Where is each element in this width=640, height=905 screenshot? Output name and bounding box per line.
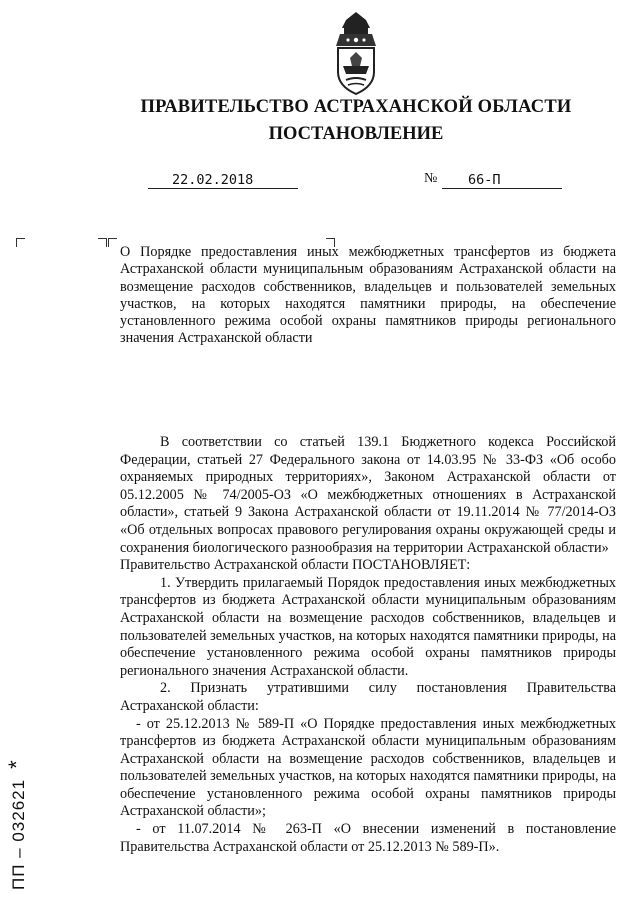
- repealed-item-2: - от 11.07.2014 № 263-П «О внесении изменений в постановление Правительства Астраханской области от 25.12.2013 № 589-П».: [120, 821, 616, 855]
- organization-title: ПРАВИТЕЛЬСТВО АСТРАХАНСКОЙ ОБЛАСТИ: [140, 97, 572, 117]
- resolution-statement: Правительство Астраханской области ПОСТАНОВЛЯЕТ:: [120, 557, 471, 574]
- corner-mark-subject-left: [98, 238, 107, 247]
- corner-mark-subject-left-2: [108, 238, 117, 247]
- registration-code-text: ПП – 032621: [9, 778, 28, 890]
- coat-of-arms-icon: [326, 12, 386, 96]
- corner-mark-left: [16, 238, 25, 247]
- document-type-title: ПОСТАНОВЛЕНИЕ: [268, 124, 444, 144]
- asterisk-mark: *: [4, 759, 29, 769]
- document-subject: О Порядке предоставления иных межбюджетных трансфертов из бюджета Астраханской области муниципальным образованиям Астраханской области на возмещение расходов собственников, владельцев и пользователей земельных участков, на которых находятся памятники природы, на обеспечение установленного режима особой охраны памятников природы регионального значения Астраханской области: [120, 244, 616, 347]
- clause-2-paragraph: 2. Признать утратившими силу постановления Правительства Астраханской области:: [120, 680, 616, 714]
- clause-1-paragraph: 1. Утвердить прилагаемый Порядок предоставления иных межбюджетных трансфертов из бюджета Астраханской области муниципальным образованиям Астраханской области на возмещение расходов собственников, владельцев и пользователей земельных участков, на которых находятся памятники природы, на обеспечение установленного режима особой охраны памятников природы регионального значения Астраханской области.: [120, 574, 616, 679]
- side-registration-code: [4, 700, 44, 890]
- number-underline: [442, 172, 562, 189]
- document-body: [120, 434, 616, 856]
- number-sign: №: [424, 171, 438, 186]
- document-number: 66-П: [468, 172, 501, 188]
- preamble-paragraph: В соответствии со статьей 139.1 Бюджетного кодекса Российской Федерации, статьей 27 Федерального закона от 14.03.95 № 33-ФЗ «Об особо охраняемых природных территориях», Законом Астраханской области от 05.12.2005 № 74/2005-ОЗ «О межбюджетных отношениях в Астраханской области», статьей 9 Закона Астраханской области от 19.11.2014 № 77/2014-ОЗ «Об отдельных вопросах правового регулирования охраны окружающей среды и сохранения биологического разнообразия на территории Астраханской области»: [120, 434, 616, 556]
- document-date: 22.02.2018: [172, 172, 254, 188]
- repealed-item-1: - от 25.12.2013 № 589-П «О Порядке предоставления иных межбюджетных трансфертов из бюджета Астраханской области муниципальным образованиям Астраханской области на возмещение расходов собственников, владельцев и пользователей земельных участков, на которых находятся памятники природы, на обеспечение установленного режима особой охраны памятников природы Астраханской области»;: [120, 715, 616, 820]
